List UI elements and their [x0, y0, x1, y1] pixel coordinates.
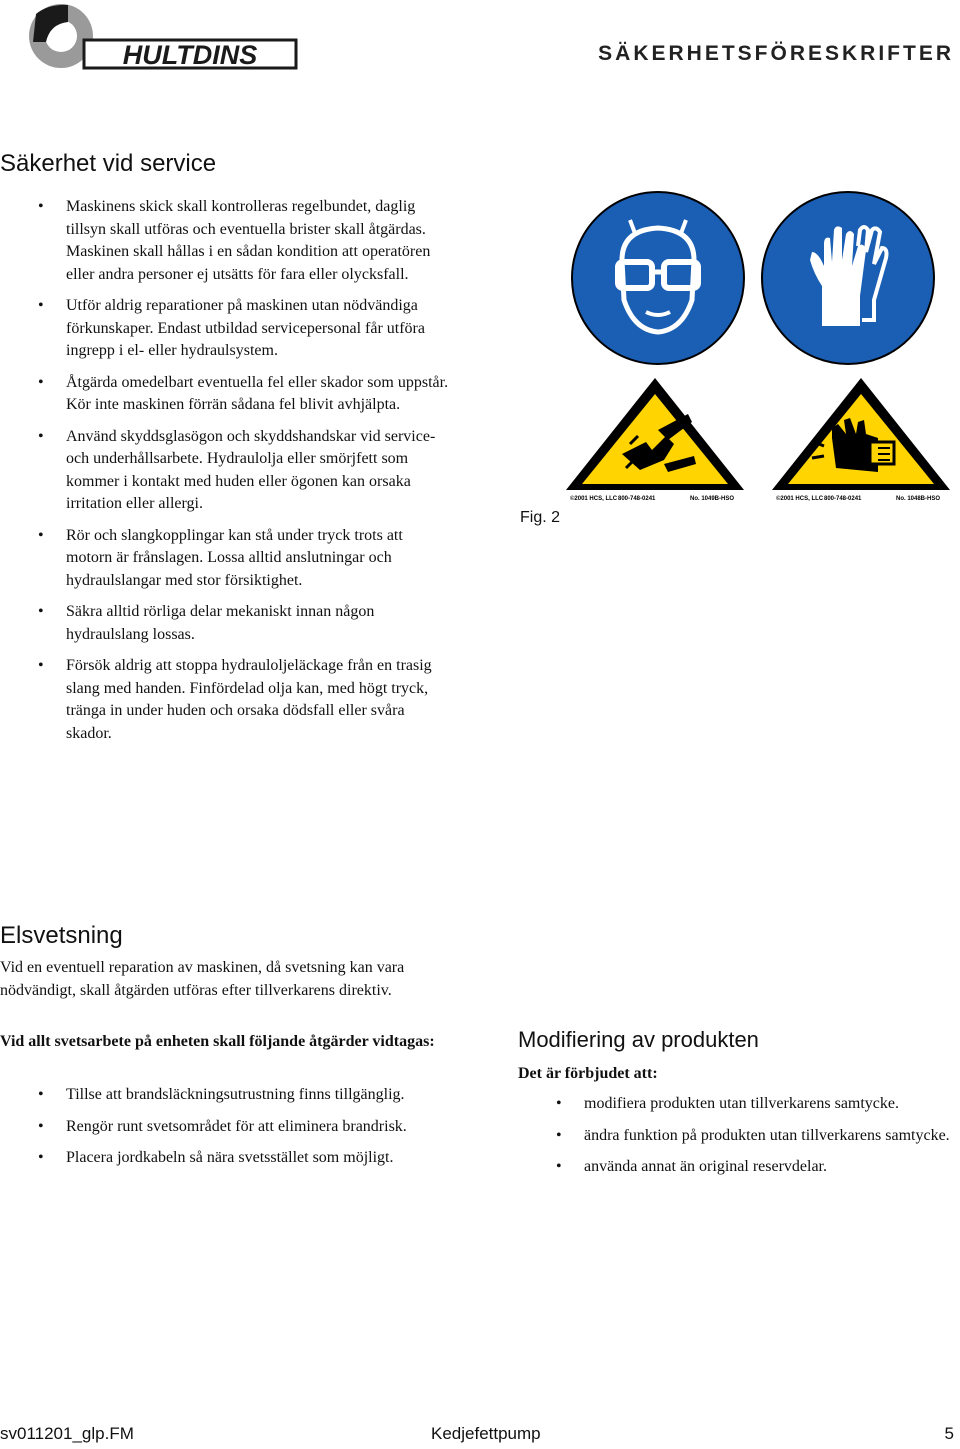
list-item: • Rör och slangkopplingar kan stå under tryck trots att motorn är frånslagen. Lossa alltid anslutningar och hydraulslangar med stor försiktighet. — [30, 525, 450, 593]
list-item: • Tillse att brandsläckningsutrustning finns tillgänglig. — [30, 1084, 430, 1107]
list-item: • Åtgärda omedelbart eventuella fel eller skador som uppstår. Kör inte maskinen förrän sådana fel blivit avhjälpta. — [30, 372, 450, 417]
footer-filename: sv011201_glp.FM — [0, 1424, 134, 1443]
sign-copyright-text: ©2001 HCS, LLC — [776, 496, 824, 502]
sign-copyright-text: ©2001 HCS, LLC — [570, 496, 618, 502]
list-item: • ändra funktion på produkten utan tillverkarens samtycke. — [548, 1125, 960, 1148]
modification-subheading: Det är förbjudet att: — [518, 1065, 658, 1082]
injection-hazard-sign — [766, 372, 956, 509]
modification-heading: Modifiering av produkten — [518, 1027, 759, 1052]
gloves-sign — [760, 190, 936, 371]
figure-label: Fig. 2 — [520, 509, 561, 526]
list-item: • Utför aldrig reparationer på maskinen utan nödvändiga förkunskaper. Endast utbildad servicepersonal får utföra ingrepp i el- eller hydraulsystem. — [30, 295, 450, 363]
service-heading: Säkerhet vid service — [0, 150, 217, 177]
section-title: SÄKERHETSFÖRESKRIFTER — [598, 42, 954, 65]
hultdins-logo — [28, 2, 298, 77]
sign-phone-text: 800-748-0241 — [824, 496, 862, 502]
list-item: • modifiera produkten utan tillverkarens samtycke. — [548, 1093, 960, 1116]
welding-instruction: Vid allt svetsarbete på enheten skall följande åtgärder vidtagas: — [0, 1033, 435, 1050]
list-item: • Försök aldrig att stoppa hydrauloljeläckage från en trasig slang med handen. Finfördelad olja kan, med högt tryck, tränga in under huden och orsaka dödsfall eller svåra skador. — [30, 655, 450, 745]
eye-protection-sign — [570, 190, 746, 371]
logo-wordmark: HULTDINS — [122, 40, 258, 70]
welding-heading: Elsvetsning — [0, 922, 123, 949]
list-item: • Placera jordkabeln så nära svetsstället som möjligt. — [30, 1147, 430, 1170]
sign-number-text: No. 1048B-HSO — [896, 496, 941, 502]
sign-number-text: No. 1049B-HSO — [690, 496, 735, 502]
list-item: • Använd skyddsglasögon och skyddshandskar vid service- och underhållsarbete. Hydraulolja eller smörjfett som kommer i kontakt med huden eller ögonen kan orsaka irritation eller allergi. — [30, 426, 450, 516]
list-item: • Maskinens skick skall kontrolleras regelbundet, daglig tillsyn skall utföras och eventuella brister skall åtgärdas. Maskinen skall hållas i en sådan kondition att operatören eller andra personer ej utsätts för fara eller olycksfall. — [30, 196, 450, 286]
crush-hazard-sign — [560, 372, 750, 509]
sign-phone-text: 800-748-0241 — [618, 496, 656, 502]
welding-list — [30, 1084, 430, 1179]
modification-list — [548, 1093, 960, 1188]
footer-page-number: 5 — [944, 1424, 954, 1443]
welding-intro: Vid en eventuell reparation av maskinen, då svetsning kan vara nödvändigt, skall åtgärden utföras efter tillverkarens direktiv. — [0, 959, 405, 999]
service-list — [30, 196, 450, 754]
list-item: • Säkra alltid rörliga delar mekaniskt innan någon hydraulslang lossas. — [30, 601, 450, 646]
list-item: • använda annat än original reservdelar. — [548, 1156, 960, 1179]
list-item: • Rengör runt svetsområdet för att eliminera brandrisk. — [30, 1116, 430, 1139]
footer-document-title: Kedjefettpump — [431, 1424, 541, 1443]
